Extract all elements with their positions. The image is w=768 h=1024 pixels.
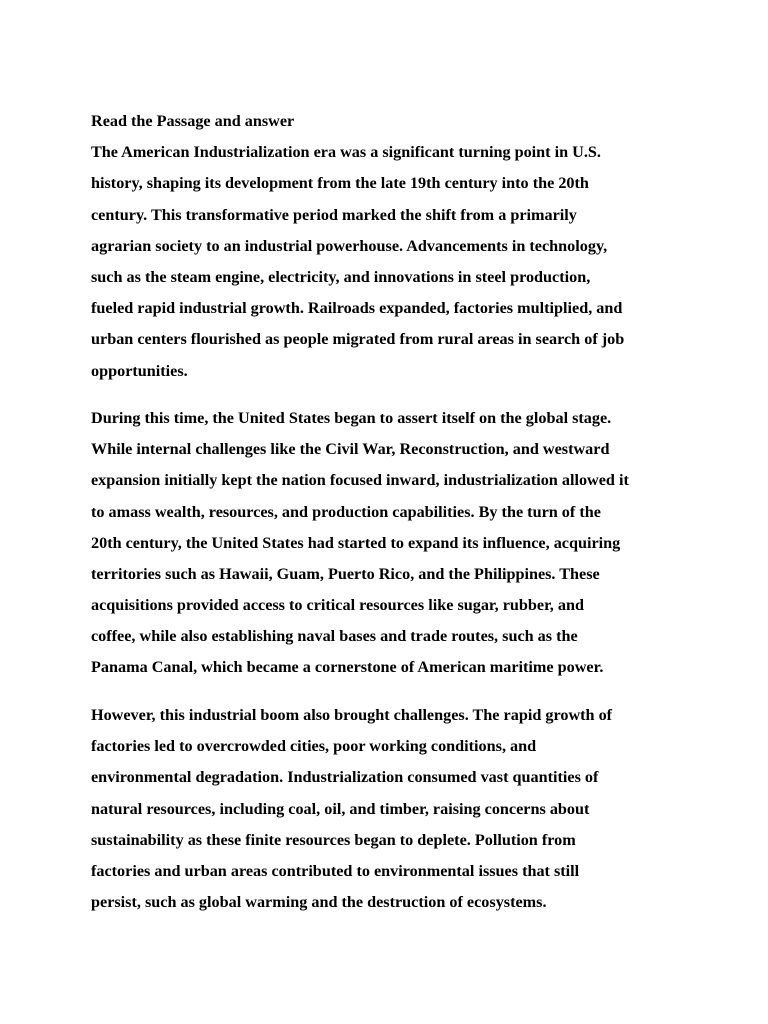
paragraph-2	[91, 403, 681, 684]
paragraph-line: expansion initially kept the nation focused inward, industrialization allowed it	[91, 471, 629, 490]
paragraph-line: acquisitions provided access to critical resources like sugar, rubber, and	[91, 596, 584, 615]
paragraph-line: coffee, while also establishing naval bases and trade routes, such as the	[91, 627, 578, 646]
paragraph-line: However, this industrial boom also brought challenges. The rapid growth of	[91, 705, 613, 724]
document-heading: Read the Passage and answer	[91, 112, 295, 130]
paragraph-line: fueled rapid industrial growth. Railroads expanded, factories multiplied, and	[91, 299, 623, 318]
document-body	[91, 106, 681, 918]
paragraph-3	[91, 700, 681, 918]
paragraph-line: environmental degradation. Industrialization consumed vast quantities of	[91, 768, 599, 787]
paragraph-line: opportunities.	[91, 361, 188, 380]
paragraph-line: urban centers flourished as people migrated from rural areas in search of job	[91, 330, 625, 349]
paragraph-line: During this time, the United States began to assert itself on the global stage.	[91, 408, 612, 427]
paragraph-line: While internal challenges like the Civil War, Reconstruction, and westward	[91, 440, 610, 459]
paragraph-1	[91, 137, 681, 387]
paragraph-line: factories led to overcrowded cities, poor working conditions, and	[91, 737, 537, 756]
paragraph-line: natural resources, including coal, oil, and timber, raising concerns about	[91, 799, 590, 818]
paragraph-line: history, shaping its development from the late 19th century into the 20th	[91, 174, 589, 193]
paragraph-line: The American Industrialization era was a significant turning point in U.S.	[91, 143, 601, 162]
paragraph-line: territories such as Hawaii, Guam, Puerto Rico, and the Philippines. These	[91, 564, 600, 583]
paragraph-line: Panama Canal, which became a cornerstone of American maritime power.	[91, 658, 604, 677]
paragraph-line: sustainability as these finite resources began to deplete. Pollution from	[91, 830, 576, 849]
paragraph-line: persist, such as global warming and the destruction of ecosystems.	[91, 893, 547, 912]
paragraph-line: to amass wealth, resources, and production capabilities. By the turn of the	[91, 502, 601, 521]
paragraph-line: century. This transformative period marked the shift from a primarily	[91, 205, 577, 224]
paragraph-line: such as the steam engine, electricity, and innovations in steel production,	[91, 267, 591, 286]
paragraph-line: 20th century, the United States had started to expand its influence, acquiring	[91, 533, 621, 552]
paragraph-line: factories and urban areas contributed to environmental issues that still	[91, 861, 580, 880]
paragraph-line: agrarian society to an industrial powerhouse. Advancements in technology,	[91, 236, 608, 255]
